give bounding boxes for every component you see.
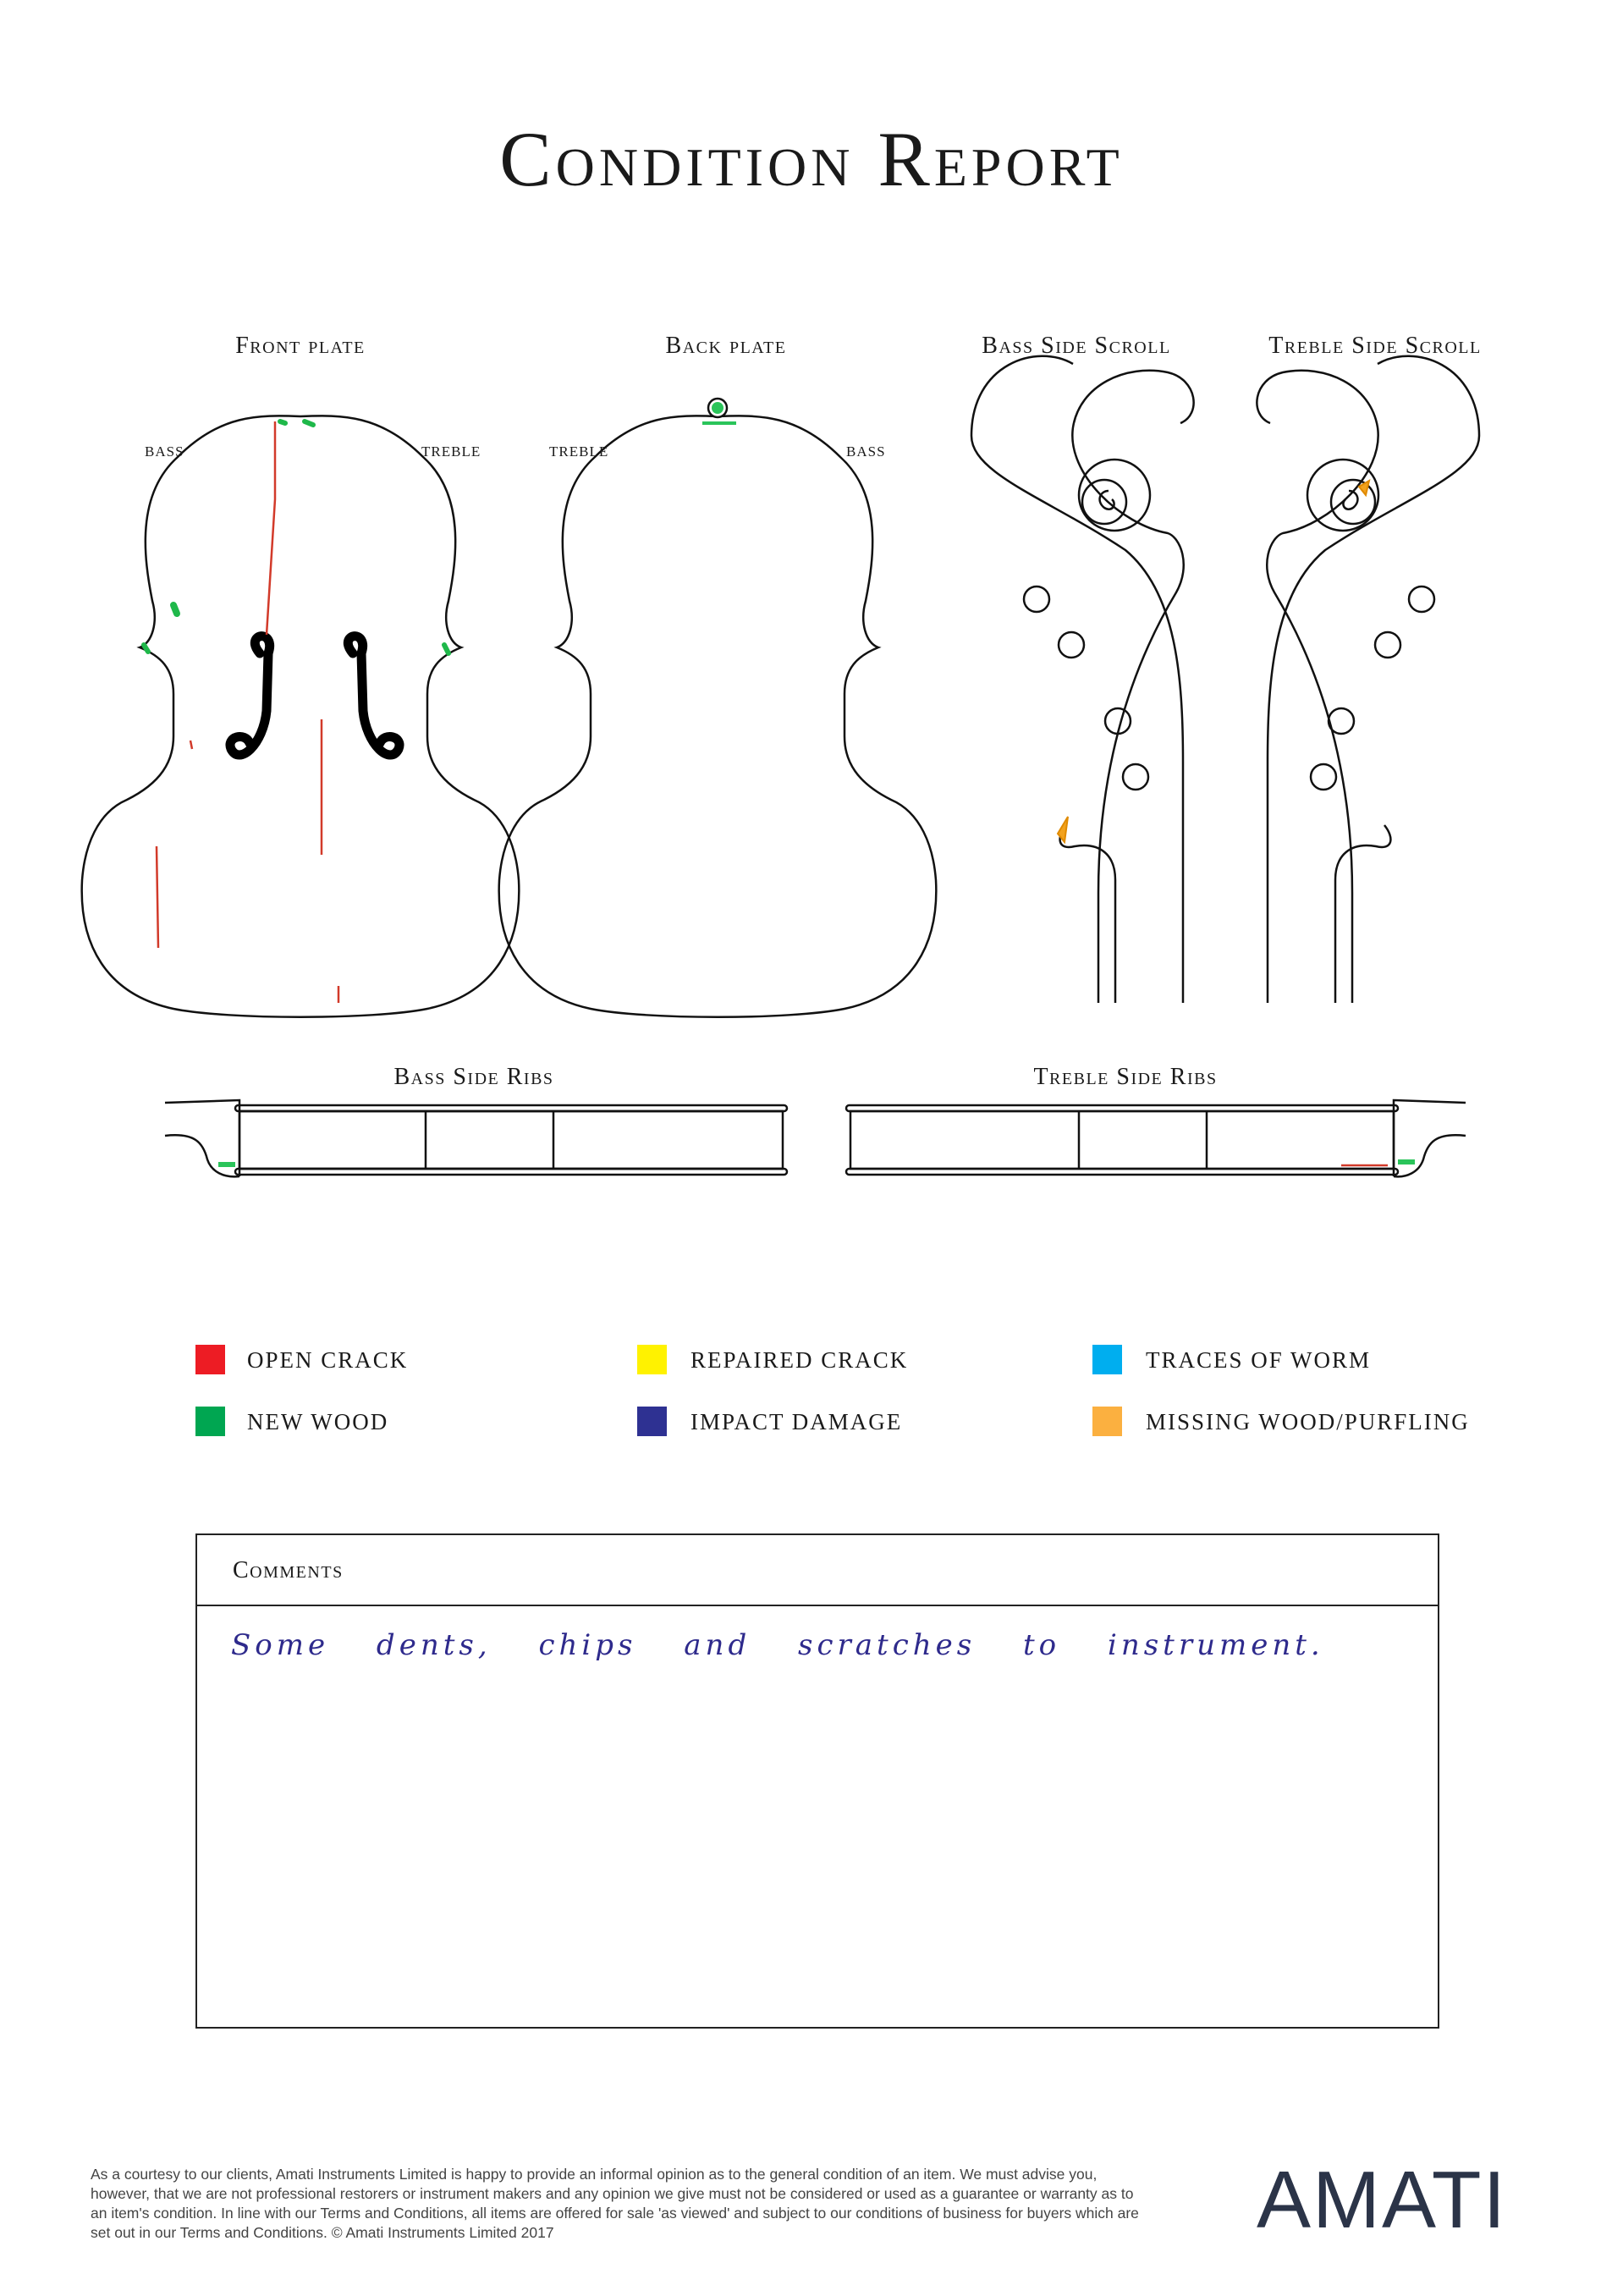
f-hole-right <box>348 636 399 755</box>
legend-label-impact-damage: IMPACT DAMAGE <box>690 1409 903 1434</box>
legend-label-open-crack: OPEN CRACK <box>247 1347 409 1373</box>
page-title: Condition Report <box>499 116 1124 202</box>
f-hole-left <box>230 636 270 755</box>
comments-box <box>195 1533 1439 2029</box>
comments-heading: Comments <box>197 1535 1438 1606</box>
new-wood-mark <box>280 421 313 425</box>
crack-mark <box>157 846 158 948</box>
new-wood-mark <box>144 645 448 653</box>
legend-swatch-new-wood <box>195 1407 225 1436</box>
label-bass-side-scroll: Bass Side Scroll <box>982 333 1171 359</box>
back-plate-drawing <box>499 399 937 1017</box>
label-back-plate: Back plate <box>665 333 787 359</box>
label-front-plate: Front plate <box>235 333 366 359</box>
new-wood-mark <box>712 402 723 414</box>
back-bass-label: BASS <box>846 443 886 460</box>
label-treble-side-scroll: Treble Side Scroll <box>1268 333 1482 359</box>
legend-swatch-open-crack <box>195 1345 225 1374</box>
front-bass-label: BASS <box>145 443 184 460</box>
label-bass-side-ribs: Bass Side Ribs <box>393 1064 554 1090</box>
bass-side-scroll-drawing <box>971 356 1194 1003</box>
legend-label-missing-wood: MISSING WOOD/PURFLING <box>1146 1409 1470 1434</box>
legend-swatch-impact-damage <box>637 1407 667 1436</box>
legend-label-traces-of-worm: TRACES OF WORM <box>1146 1347 1372 1373</box>
label-treble-side-ribs: Treble Side Ribs <box>1033 1064 1218 1090</box>
disclaimer: As a courtesy to our clients, Amati Instruments Limited is happy to provide an informal opinion as to the general condition of an item. We must advise you, however, that we are not professional restorers or instrument makers and any opinion we give must not be considered or used as a guarantee or warranty as to an item's condition. In line with our Terms and Conditions, all items are offered for sale 'as viewed' and subject to our conditions of business for buyers which are set out in our Terms and Conditions. © Amati Instruments Limited 2017 <box>91 2166 1139 2241</box>
amati-logo: AMATI <box>1257 2155 1508 2245</box>
back-treble-label: TREBLE <box>549 443 609 460</box>
new-wood-mark <box>173 605 177 614</box>
legend-swatch-traces-of-worm <box>1092 1345 1122 1374</box>
legend-label-new-wood: NEW WOOD <box>247 1409 389 1434</box>
crack-mark <box>267 421 275 635</box>
treble-side-ribs-drawing <box>846 1100 1466 1176</box>
comments-text[interactable]: Some dents, chips and scratches to instrument. <box>231 1628 1324 1662</box>
legend-swatch-repaired-crack <box>637 1345 667 1374</box>
crack-mark <box>190 741 192 749</box>
bass-side-ribs-drawing <box>165 1100 787 1176</box>
treble-side-scroll-drawing <box>1257 356 1479 1003</box>
front-plate-drawing <box>82 416 520 1016</box>
legend-swatch-missing-wood <box>1092 1407 1122 1436</box>
legend-label-repaired-crack: REPAIRED CRACK <box>690 1347 909 1373</box>
front-treble-label: TREBLE <box>421 443 481 460</box>
